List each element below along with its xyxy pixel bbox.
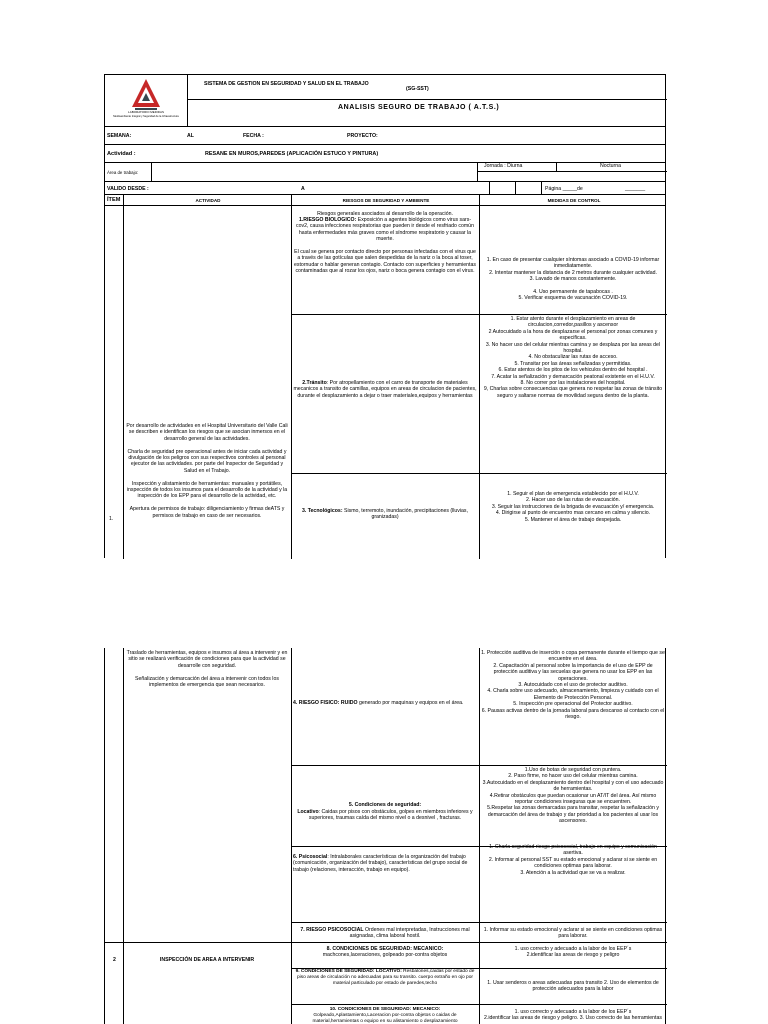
risk-locativo-9 xyxy=(293,969,477,986)
risk-psicosocial-7 xyxy=(293,927,477,940)
fecha-label: FECHA : xyxy=(243,133,264,139)
risk-mecanico-10-head: 10. CONDICIONES DE SEGURIDAD: MECANICO: xyxy=(329,1007,441,1012)
col-actividad: ACTIVIDAD xyxy=(195,198,221,203)
pagina-label: Página _____de xyxy=(545,186,583,192)
form-title: ANALISIS SEGURO DE TRABAJO ( A.T.S.) xyxy=(338,104,500,111)
risk-psicosocial-7-text: Ordenes mal interpretadas, Instrucciones mal asignadas, clima laboral hostil. xyxy=(349,927,470,940)
item-number-2: 2 xyxy=(113,957,116,963)
activity-inspeccion: INSPECCIÓN DE AREA A INTERVENIR xyxy=(159,957,255,963)
risk-psicosocial-text: : Intralaborales características de la organización del trabajo (comunicación, organización del trabajo), características del grupo social de trabajo (relaciones, interacción, trabajo en equipo). xyxy=(293,854,468,873)
risk-psicosocial-7-head: 7. RIESGO PSICOSOCIAL xyxy=(300,927,364,933)
risk-mecanico-8-head: 8. CONDICIONES DE SEGURIDAD: MECANICO: xyxy=(326,946,444,952)
form-title-block xyxy=(187,75,667,126)
risk-locativo xyxy=(293,809,477,822)
risk-tecnologicos xyxy=(293,508,477,521)
risk-locativo-text: : Caidas por pisos con obstáculos, golpes en miembros inferiores y superiores, traumas caída del mismo nivel o a desnivel , fracturas. xyxy=(308,809,473,822)
risk-mecanico-10-text: Golpeado,Aplastamiento,Laceracion por-contra objetos o caidas de material,herramientas o equipo en su alistamiento o desplazamiento xyxy=(312,1012,458,1024)
risk-general-title: Riesgos generales asociados al desarrollo de la operación. xyxy=(317,211,453,217)
risk-tecnologicos-head: 3. Tecnológicos: xyxy=(302,508,343,514)
logo-caption: LABORATORIO MEDIDAS xyxy=(128,110,164,114)
ats-form-page-1 xyxy=(104,74,666,558)
control-locativo: 1.Uso de botas de seguridad con puntera. 2. Paso firme, no hacer uso del celular mientras camina. 3.Autocuidado en el desplazamiento dentro del hospital y con el uso adecuado de herramientas. 4.Retirar obstáculos que puedan ocasionar un AT/IT del área. Así mismo reportar condiciones inseguras que se encuentren. 5.Respetar las zonas demarcadas para transitar, respetar la señalización y demarcación del área de trabajo y dar prioridad a los pacientes al usar los ascensores. xyxy=(482,767,664,825)
control-transito: 1. Estar atento durante el desplazamiento en areas de circulacion,corredor,pasillos y ascensor 2 Autocuidado a la hora de desplazarse el personal por zonas comunes y especificas. 3. No hacer uso del celular mientras camina y se desplaza por las areas del hospital. 4. No obstaculizar las rutas de acceso. 5. Transitar por las áreas señalizadas y permitidas. 6. Estar atentos de los pitos de los vehiculos dentro del hospital . 7. Acatar la señalización y demarcación peatonal existente en el H.U.V. 8. No correr por las instalaciones del hospital. 9, Charlas sobre consecuencias que genera no respetar las zonas de tránsito seguro y saltarse normas de movilidad segura dentro de la planta. xyxy=(483,316,663,399)
control-ruido: 1. Protección auditiva de inserción o copa permanente durante el tiempo que se encuentre en el área. 2. Capacitación al personal sobre la importancia de el uso de EPP de protección auditiva y las secuelas que genera no usar los EPP en las operaciones. 3. Autocuidado con el uso de protector auditivo. 4. Charla sobre uso adecuado, almacenamiento, limpieza y cuidado con el Elemento de Protección Personal. 5. Inspección pre operacional del Protector auditivo. 6. Pausas activas dentro de la jornada laboral para descanso al contacto con el riesgo. xyxy=(481,650,665,721)
risk-biologico-head: 1.RIESGO BIOLOGICO: xyxy=(298,217,357,223)
valido-row xyxy=(105,182,665,195)
risk-ruido xyxy=(293,700,477,706)
table-header xyxy=(105,195,665,206)
jornada-label: Jornada : Diurna xyxy=(484,163,523,169)
control-biologico: 1. En caso de presentar cualquier síntomas asociado a COVID-19 informar inmediatamente. 2. Intentar mantener la distancia de 2 metros durante cualquier actividad. 3. Lavado de manos constantemente. 4. Uso permanente de tapabocas . 5. Verificar esquema de vacunación COVID-19. xyxy=(486,257,660,302)
risk-ruido-head: 4. RIESGO FISICO: RUIDO xyxy=(293,700,358,706)
valido-label: VALIDO DESDE : xyxy=(107,186,149,192)
area-value xyxy=(151,163,477,181)
pagina-total: _______ xyxy=(625,186,646,192)
control-psicosocial-7: 1. Informar su estado emocional y aclarar si se siente en condiciones optimas para laborar. xyxy=(483,927,663,940)
area-label: Área de trabajo: xyxy=(107,170,139,175)
risk-tecnologicos-text: Sismo, terremoto, inundación, precipitaciones (lluvias, granizadas) xyxy=(342,508,468,521)
company-logo xyxy=(105,75,187,126)
risk-biologico-text: Exposición a agentes biológicos como virus sars-cov2, causa infecciones respiratorias que pueden ir desde el resfriado común hasta enfermedades más graves como el síndrome respiratorio y causar la muerte. El cual se genera por contacto directo por personas infectadas con el virus que a través de las gotículas que salen despedidas de la nariz o la boca al toser, estornudar o hablar generan contagio. Contacto con superficies y herramientas contaminadas que al rozar los ojos, nariz o boca genera contagio con el virus. xyxy=(294,217,476,275)
a-label: A xyxy=(301,186,305,192)
risk-locativo-9-head: 9. CONDICIONES DE SEGURIDAD: LOCATIVO: xyxy=(295,969,402,974)
semana-label: SEMANA: xyxy=(107,133,132,139)
risk-mecanico-8 xyxy=(293,946,477,959)
actividad-label: Actividad : xyxy=(107,151,136,157)
al-label: AL xyxy=(187,133,194,139)
risk-ruido-text: generado por maquinas y equipos en el área. xyxy=(357,700,464,706)
logo-subcaption: Medioambiente Integral y Seguridad de la Infraestructura xyxy=(113,115,179,118)
risk-locativo-9-text: Resbalones,caidas por estado de piso areas de circulación no adecuadas para su transito. cuerpo extraño en ojo por material particulado por estado de paredes,techo xyxy=(297,969,475,986)
item-number-1: 1. xyxy=(109,516,114,522)
risk-locativo-head: Locativo xyxy=(297,809,319,815)
risk-transito-head: 2.Tránsito xyxy=(302,380,327,386)
risk-psicosocial-head: 6. Psicosocial xyxy=(293,854,328,860)
logo-icon xyxy=(105,75,187,127)
risk-mecanico-8-text: machcones,laceraciones, golpeado por-contra objetos xyxy=(322,952,448,959)
control-locativo-9: 1. Usar senderos o areas adecuadas para transito 2. Uso de elementos de protección adecuados para la labor xyxy=(487,980,659,993)
control-psicosocial: 1. Charla seguridad riesgo psicosocial, trabajo en equipo y comunicación asertiva. 2. Informar al personal SST su estado emocional y aclarar si se siente en condiciones optimas para laborar. 3. Atención a la actividad que se va a realizar. xyxy=(488,844,658,876)
system-code: (SG-SST) xyxy=(406,86,429,92)
control-mecanico-8: 1. uso correcto y adecuado a la labor de los EEP´s 2.identificar las areas de riesgo y peligro xyxy=(514,946,632,959)
actividad-value: RESANE EN MUROS,PAREDES (APLICACIÓN ESTUCO Y PINTURA) xyxy=(205,151,379,157)
risk-condiciones-head: 5. Condiciones de seguridad: xyxy=(348,802,422,808)
control-mecanico-10: 1. uso correcto y adecuado a la labor de los EEP´s 2.identificar las areas de riesgo y peligro. 3. Uso correcto de las herramientas xyxy=(484,1009,662,1022)
risk-transito xyxy=(293,380,477,399)
area-row xyxy=(105,163,665,182)
risk-biologico xyxy=(293,217,477,275)
proyecto-label: PROYECTO: xyxy=(347,133,378,139)
col-medidas: MEDIDAS DE CONTROL xyxy=(547,198,601,203)
system-title: SISTEMA DE GESTION EN SEGURIDAD Y SALUD EN EL TRABAJO xyxy=(204,81,369,87)
nocturna-label: Nocturna xyxy=(600,163,622,169)
control-tecnologicos: 1. Seguir el plan de emergencia establecido por el H.U.V. 2. Hacer uso de las rutas de evacuación. 3. Seguir las instrucciones de la brigada de evacuación y/ emergencia. 4. Dirigirse al punto de encuentro mas cercano en calma y silencio. 5. Mantener el área de trabajo despejada. xyxy=(491,491,655,523)
ats-form-page-2 xyxy=(104,648,666,1024)
risk-transito-text: : Por atropellamiento con el carro de transporte de materiales mecanicos a transito de camillas, equipos en areas de circulacion de pacientes, durante el desplazamiento a dejar o traer materiales,equipos y herramientas xyxy=(293,380,477,399)
risk-psicosocial xyxy=(293,854,477,873)
activity-description-2: Traslado de herramientas, equipos e insumos al área a intervenir y en sitio se realizará verificación de condiciones para que la actividad se desarrolle con seguridad. Señalización y demarcación del área a intervenir con todos los implementos de emergencia que sean necesarios. xyxy=(126,650,288,689)
col-item: ÍTEM xyxy=(107,197,121,203)
actividad-row xyxy=(105,145,665,163)
form-header xyxy=(105,75,665,127)
semana-row xyxy=(105,127,665,145)
risk-mecanico-10 xyxy=(293,1007,477,1024)
activity-description-1: Por desarrollo de actividades en el Hospital Universitario del Valle Cali se describen e identifican los riesgos que se asocian inmersos en el desarrollo general de las actividades. Charla de seguridad pre operacional antes de iniciar cada actividad y divulgación de los peligros con sus respectivos controles al personal ejecutor de las actividades. por parte del Inspector de Seguridad y Salud en el Trabajo. Inspección y alistamiento de herramientas: manuales y portátiles, inspección de todos los insumos para el desarrollo de la actividad y la inspección de los EPP para el desarrollo de la actividad, etc. Apertura de permisos de trabajo: diligenciamiento y firmas deATS y permisos de trabajo en caso de ser necesarios. xyxy=(126,423,288,519)
col-riesgos: RIESGOS DE SEGURIDAD Y AMBIENTE xyxy=(342,198,430,203)
